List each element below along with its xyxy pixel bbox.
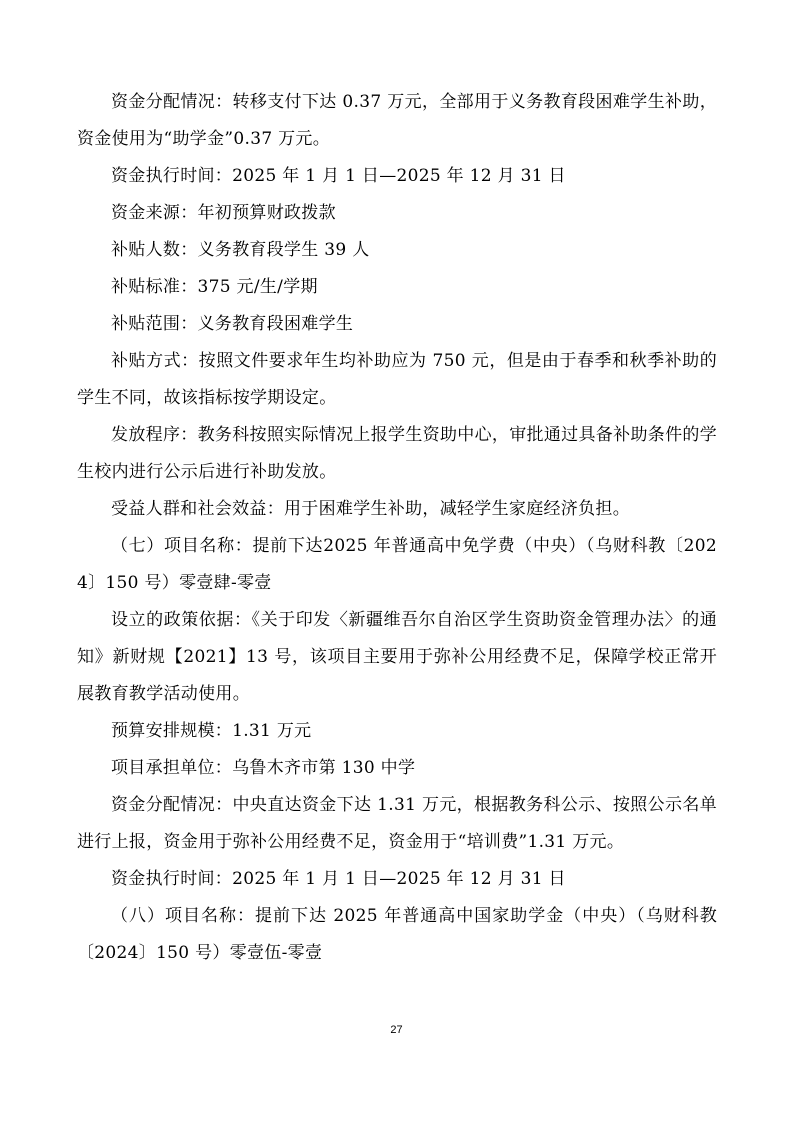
paragraph-distribution-procedure: 发放程序：教务科按照实际情况上报学生资助中心，审批通过具备补助条件的学生校内进行公示后进行补助发放。 — [77, 425, 717, 482]
paragraph-budget-scale: 预算安排规模：1.31 万元 — [111, 721, 312, 741]
paragraph-subsidy-scope: 补贴范围：义务教育段困难学生 — [111, 314, 354, 334]
paragraph-project-7-title: （七）项目名称：提前下达2025 年普通高中免学费（中央）（乌财科教〔2024〕150 号）零壹肆-零壹 — [77, 536, 717, 593]
paragraph-execution-time: 资金执行时间：2025 年 1 月 1 日—2025 年 12 月 31 日 — [111, 166, 566, 186]
paragraph-fund-allocation: 资金分配情况：转移支付下达 0.37 万元，全部用于义务教育段困难学生补助，资金使用为“助学金”0.37 万元。 — [77, 92, 717, 149]
paragraph-beneficiaries: 受益人群和社会效益：用于困难学生补助，减轻学生家庭经济负担。 — [111, 499, 630, 519]
paragraph-fund-allocation-2: 资金分配情况：中央直达资金下达 1.31 万元，根据教务科公示、按照公示名单进行上报，资金用于弥补公用经费不足，资金用于“培训费”1.31 万元。 — [77, 795, 717, 852]
paragraph-undertaking-unit: 项目承担单位：乌鲁木齐市第 130 中学 — [111, 758, 416, 778]
paragraph-project-8-title: （八）项目名称：提前下达 2025 年普通高中国家助学金（中央）（乌财科教〔2024〕150 号）零壹伍-零壹 — [77, 906, 717, 963]
paragraph-subsidy-standard: 补贴标准：375 元/生/学期 — [111, 277, 318, 297]
page-number: 27 — [390, 1024, 403, 1036]
paragraph-fund-source: 资金来源：年初预算财政拨款 — [111, 203, 336, 223]
paragraph-execution-time-2: 资金执行时间：2025 年 1 月 1 日—2025 年 12 月 31 日 — [111, 869, 566, 889]
paragraph-policy-basis: 设立的政策依据：《关于印发〈新疆维吾尔自治区学生资助资金管理办法〉的通知》新财规【2021】13 号，该项目主要用于弥补公用经费不足，保障学校正常开展教育教学活动使用。 — [77, 610, 717, 704]
paragraph-subsidy-method: 补贴方式：按照文件要求年生均补助应为 750 元，但是由于春季和秋季补助的学生不同，故该指标按学期设定。 — [77, 351, 717, 408]
paragraph-subsidy-count: 补贴人数：义务教育段学生 39 人 — [111, 240, 370, 260]
document-body — [77, 84, 717, 972]
